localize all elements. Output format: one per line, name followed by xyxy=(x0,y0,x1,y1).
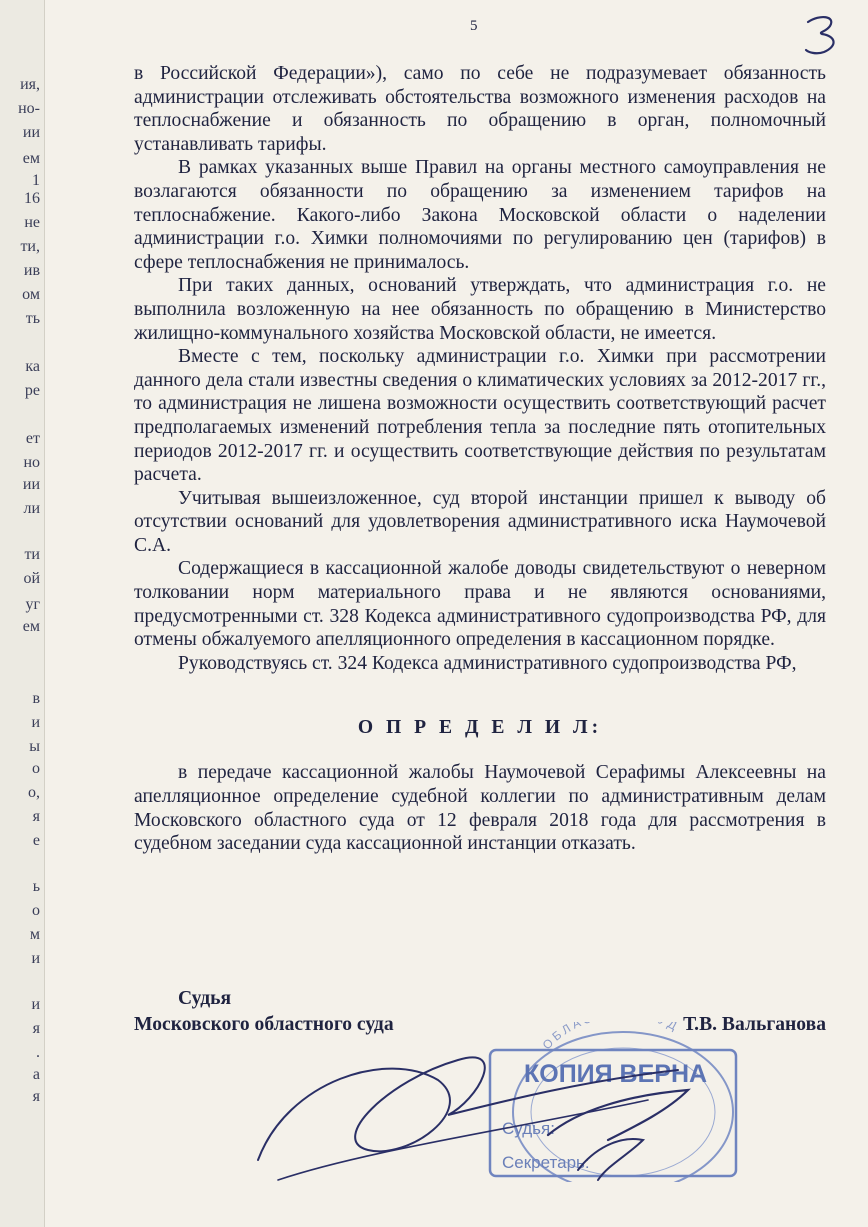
body-paragraph: Учитывая вышеизложенное, суд второй инстанции пришел к выводу об отсутствии оснований для удовлетворения административного иска Наумочевой С.А. xyxy=(134,487,826,556)
body-paragraph: Содержащиеся в кассационной жалобе доводы свидетельствуют о неверном толковании норм материального права и не являются основаниями, предусмотренными ст. 328 Кодекса административного судопроизводства РФ, для отмены обжалуемого апелляционного определения в кассационном порядке. xyxy=(134,558,826,651)
body-paragraph: Вместе с тем, поскольку администрации г.о. Химки при рассмотрении данного дела стали известны сведения о климатических условиях за 2012-2017 гг., то администрация не лишена возможности осуществить соответствующий расчет предполагаемых изменений потребления тепла за последние пять отопительных периодов 2012-2017 гг. и осуществить соответствующие действия по результатам расчета. xyxy=(134,346,826,486)
margin-fragment: я xyxy=(32,1020,40,1037)
margin-fragment: 1 xyxy=(32,172,40,189)
handwritten-page-mark xyxy=(800,12,850,63)
margin-fragment: в xyxy=(32,690,40,707)
margin-fragment: ия, xyxy=(20,76,40,93)
body-paragraph: Руководствуясь ст. 324 Кодекса административного судопроизводства РФ, xyxy=(178,652,797,674)
margin-fragment: ии xyxy=(22,124,40,141)
reasoning-section xyxy=(134,62,826,675)
margin-fragment: . xyxy=(36,1044,40,1061)
margin-fragment: я xyxy=(32,1088,40,1105)
margin-fragment: не xyxy=(24,214,40,231)
margin-fragment: и xyxy=(31,996,40,1013)
margin-fragment: а xyxy=(32,1066,40,1083)
judge-title: Судья xyxy=(178,988,232,1009)
margin-fragment: ем xyxy=(22,150,40,167)
handwritten-signature xyxy=(248,1040,718,1190)
stamp-label: КОПИЯ ВЕРНА xyxy=(524,1060,708,1088)
body-paragraph: в Российской Федерации»), само по себе не подразумевает обязанность администрации отслеживать обстоятельства возможного изменения расходов на теплоснабжение и обязанность по обращению в орган, полномочный устанавливать тарифы. xyxy=(134,63,826,155)
margin-fragment: е xyxy=(32,832,40,849)
margin-fragment: ь xyxy=(32,878,40,895)
margin-fragment: ой xyxy=(23,570,40,587)
stamp-judge-label: Судья: xyxy=(502,1119,555,1138)
margin-fragment: я xyxy=(32,808,40,825)
margin-fragment: и xyxy=(31,950,40,967)
margin-fragment: ть xyxy=(25,310,40,327)
margin-fragment: ы xyxy=(29,738,40,755)
margin-fragment: м xyxy=(29,926,40,943)
margin-fragment: 16 xyxy=(24,190,40,207)
margin-fragment: ти xyxy=(24,546,40,563)
margin-fragment: о xyxy=(32,902,40,919)
margin-fragment: уг xyxy=(25,596,40,613)
margin-fragment: ии xyxy=(22,476,40,493)
margin-fragment: ти, xyxy=(20,238,40,255)
margin-fragment: и xyxy=(31,714,40,731)
stamp-ring-text: ОБЛА Д xyxy=(539,1022,682,1053)
margin-fragment: ли xyxy=(23,500,40,517)
ruling-text: в передаче кассационной жалобы Наумочевой Серафимы Алексеевны на апелляционное определение судебной коллегии по административным делам Московского областного суда от 12 февраля 2018 года для рассмотрения в судебном заседании суда кассационной инстанции отказать. xyxy=(134,762,826,855)
margin-fragment: ка xyxy=(25,358,40,375)
margin-fragment: о, xyxy=(28,784,40,801)
margin-fragment: ом xyxy=(22,286,40,303)
page-number: 5 xyxy=(470,18,478,34)
document-body xyxy=(134,62,826,856)
left-margin-strip xyxy=(0,0,45,1227)
margin-fragment: ре xyxy=(24,382,40,399)
body-paragraph: В рамках указанных выше Правил на органы местного самоуправления не возлагаются обязанности по обращению за изменением тарифов на теплоснабжение. Какого-либо Закона Московской области о наделении администрации г.о. Химки полномочиями по регулированию цен (тарифов) в сфере теплоснабжения не принималось. xyxy=(134,157,826,273)
stamp-secretary-label: Секретарь: xyxy=(502,1153,590,1172)
court-name: Московского областного суда xyxy=(134,1014,394,1035)
margin-fragment: ив xyxy=(23,262,40,279)
margin-fragment: но xyxy=(23,454,40,471)
margin-fragment: но- xyxy=(18,100,40,117)
margin-fragment: ет xyxy=(25,430,40,447)
margin-fragment: о xyxy=(32,760,40,777)
ruling-heading: О П Р Е Д Е Л И Л: xyxy=(357,717,603,739)
judge-name: Т.В. Вальганова xyxy=(683,1014,826,1035)
body-paragraph: При таких данных, оснований утверждать, что администрация г.о. не выполнила возложенную на нее обязанность по обращению в Министерство жилищно-коммунального хозяйства Московской области, не имеется. xyxy=(134,275,826,344)
margin-fragment: ем xyxy=(22,618,40,635)
